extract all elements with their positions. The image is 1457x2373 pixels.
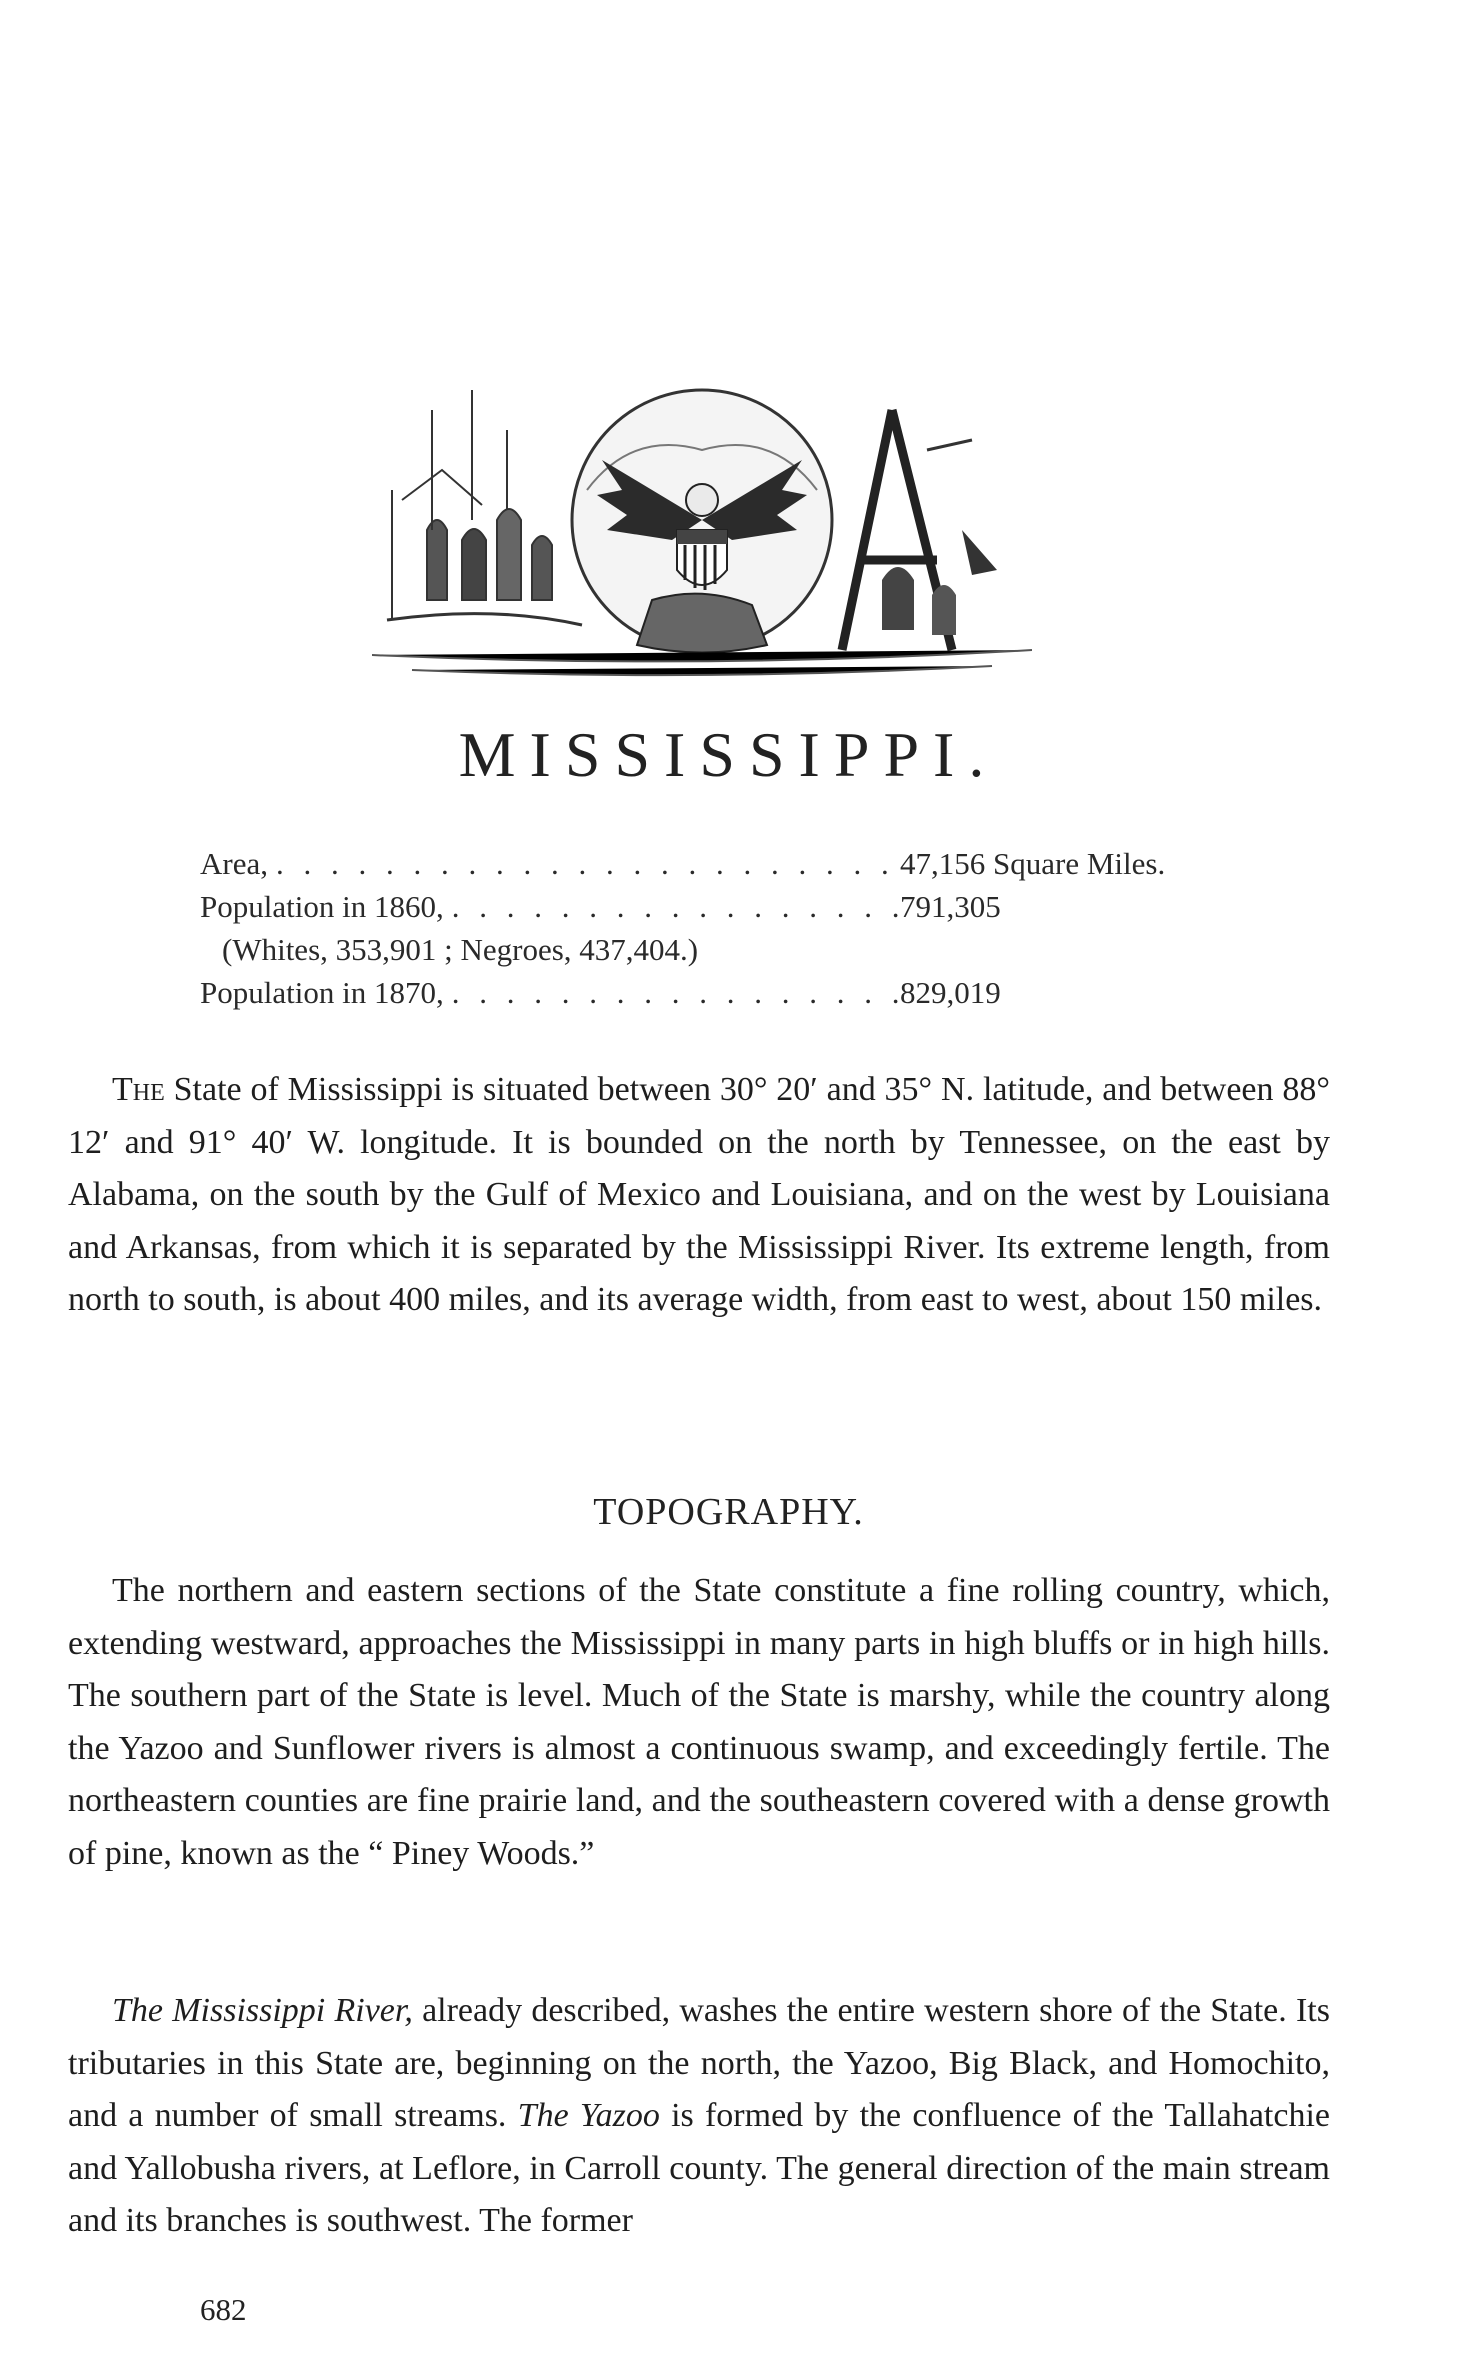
eagle-vignette-icon <box>372 370 1032 690</box>
page-title: MISSISSIPPI. <box>458 719 999 790</box>
population-1860-breakdown: (Whites, 353,901 ; Negroes, 437,404.) <box>222 932 699 967</box>
population-1860-row <box>200 885 1260 928</box>
section-heading: TOPOGRAPHY. <box>593 1491 864 1533</box>
paragraph-text: already described, washes the entire western shore of the State. Its tributaries in this State are, beginning on the north, the Yazoo, Big Black, and Homochito, and a number of small streams. <box>68 1992 1330 2134</box>
intro-text: State of Mississippi is situated between 30° 20′ and 35° N. latitude, and between 88° 12′ and 91° 40′ W. longitude. It is bounded on the north by Tennessee, on the east by Alabama, on the south by the Gulf of Mexico and Louisiana, and on the west by Louisiana and Arkansas, from which it is separated by the Mississippi River. Its extreme length, from north to south, is about 400 miles, and its average width, from east to west, about 150 miles. <box>68 1071 1330 1318</box>
intro-lead-word: The <box>112 1071 165 1108</box>
population-1870-label: Population in 1870, <box>200 975 444 1010</box>
paragraph-text: is formed by the confluence of the Tallahatchie and Yallobusha rivers, at Leflore, in Carroll county. The general direction of the main stream and its branches is southwest. The former <box>68 2097 1330 2239</box>
river-name-italic: The Mississippi River, <box>112 1992 413 2029</box>
population-1870-row <box>200 971 1260 1014</box>
area-label: Area, <box>200 846 268 881</box>
population-1860-label: Population in 1860, <box>200 889 444 924</box>
river-name-italic: The Yazoo <box>517 2097 660 2134</box>
intro-paragraph <box>68 1064 1330 1327</box>
leader-dots <box>444 971 900 1014</box>
topography-paragraph-2 <box>68 1985 1330 2248</box>
population-1860-value: 791,305 <box>900 889 1001 924</box>
population-1870-value: 829,019 <box>900 975 1001 1010</box>
area-value: 47,156 Square Miles. <box>900 846 1166 881</box>
area-row <box>200 842 1260 885</box>
state-statistics <box>200 842 1260 1014</box>
leader-dots <box>444 885 900 928</box>
topography-paragraph-1: The northern and eastern sections of the State constitute a fine rolling country, which, extending westward, approaches the Mississippi in many parts in high bluffs or in high hills. The southern part of the State is level. Much of the State is marshy, while the country along the Yazoo and Sunflower rivers is almost a continuous swamp, and exceedingly fertile. The northeastern counties are fine prairie land, and the southeastern covered with a dense growth of pine, known as the “ Piney Woods.” <box>68 1572 1330 1872</box>
page-number: 682 <box>200 2292 247 2327</box>
leader-dots <box>268 842 900 885</box>
